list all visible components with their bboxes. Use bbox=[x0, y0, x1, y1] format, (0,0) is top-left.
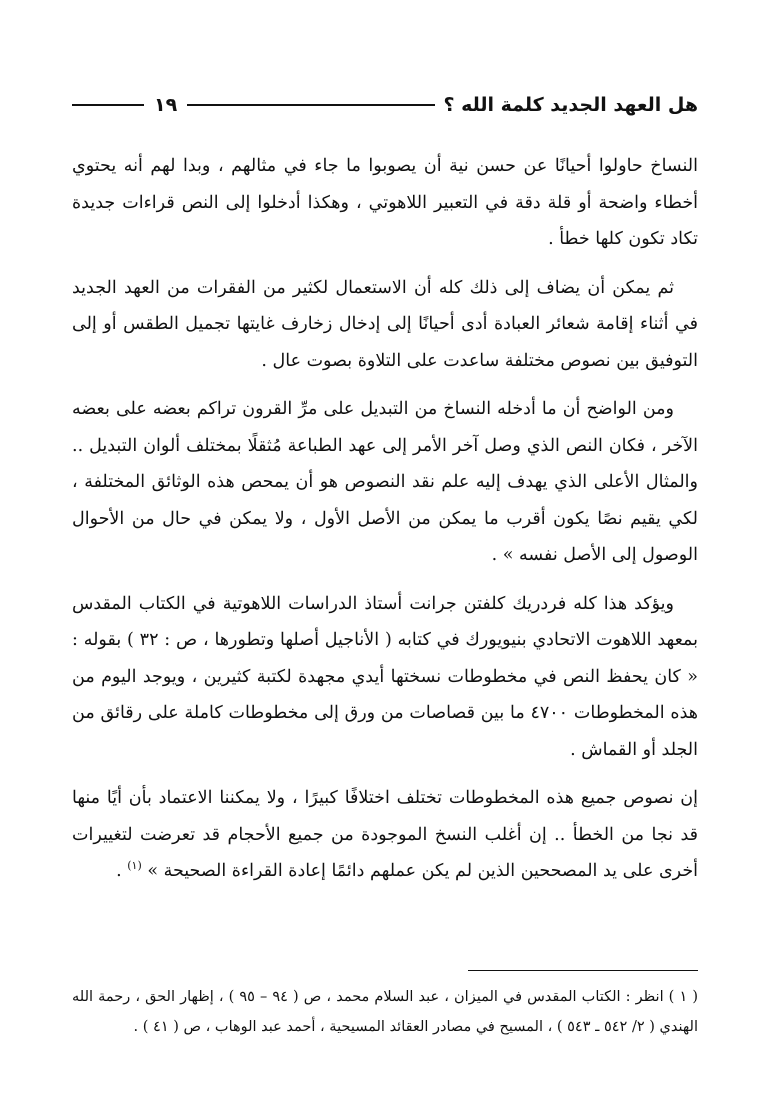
header-rule bbox=[187, 104, 435, 106]
paragraph-3: ومن الواضح أن ما أدخله النساخ من التبديل على مرِّ القرون تراكم بعضه على بعضه الآخر ، فكان النص الذي وصل آخر الأمر إلى عهد الطباعة مُثقلًا بمختلف ألوان التبديل .. والمثال الأعلى الذي يهدف إليه علم نقد النصوص هو أن يمحص هذه الوثائق المختلفة ، لكي يقيم نصًا يكون أقرب ما يمكن من الأصل الأول ، ولا يمكن في حال من الأحوال الوصول إلى الأصل نفسه » . bbox=[72, 399, 698, 565]
paragraph-4: ويؤكد هذا كله فردريك كلفتن جرانت أستاذ الدراسات اللاهوتية في الكتاب المقدس بمعهد اللاهوت الاتحادي بنيويورك في كتابه ( الأناجيل أصلها وتطورها ، ص : ٣٢ ) بقوله : « كان يحفظ النص في مخطوطات نسختها أيدي مجهدة لكتبة كثيرين ، ويوجد اليوم من هذه المخطوطات ٤٧٠٠ ما بين قصاصات من ورق إلى مخطوطات كاملة على رقائق من الجلد أو القماش . bbox=[72, 593, 699, 760]
paragraph-5-end: . bbox=[116, 861, 128, 881]
body-text bbox=[72, 148, 698, 902]
footnote-reference[interactable]: (١) bbox=[127, 859, 142, 873]
page-number: ١٩ bbox=[154, 94, 178, 116]
running-header bbox=[72, 88, 698, 122]
header-rule-short bbox=[72, 104, 144, 106]
paragraph-5-text: إن نصوص جميع هذه المخطوطات تختلف اختلافًا كبيرًا ، ولا يمكننا الاعتماد بأن أيًا منها قد نجا من الخطأ .. إن أغلب النسخ الموجودة من جميع الأحجام قد تعرضت لتغييرات أخرى على يد المصححين الذين لم يكن عملهم دائمًا إعادة القراءة الصحيحة » bbox=[72, 788, 698, 881]
footnotes bbox=[72, 982, 698, 1042]
header-title: هل العهد الجديد كلمة الله ؟ bbox=[443, 94, 698, 116]
paragraph-2: ثم يمكن أن يضاف إلى ذلك كله أن الاستعمال لكثير من الفقرات من العهد الجديد في أثناء إقامة شعائر العبادة أدى أحيانًا إلى إدخال زخارف غايتها تجميل الطقس أو إلى التوفيق بين نصوص مختلفة ساعدت على التلاوة بصوت عال . bbox=[72, 277, 698, 371]
paragraph-1: النساخ حاولوا أحيانًا عن حسن نية أن يصوبوا ما جاء في مثالهم ، وبدا لهم أنه يحتوي أخطاء واضحة أو قلة دقة في التعبير اللاهوتي ، وهكذا أدخلوا إلى النص قراءات جديدة تكاد تكون كلها خطأ . bbox=[72, 156, 698, 249]
paragraph-5 bbox=[72, 780, 698, 890]
footnote-divider bbox=[468, 970, 698, 971]
footnote-1: ( ١ ) انظر : الكتاب المقدس في الميزان ، عبد السلام محمد ، ص ( ٩٤ – ٩٥ ) ، إظهار الحق ، رحمة الله الهندي ( ٢/ ٥٤٢ ـ ٥٤٣ ) ، المسيح في مصادر العقائد المسيحية ، أحمد عبد الوهاب ، ص ( ٤١ ) . bbox=[72, 989, 698, 1035]
